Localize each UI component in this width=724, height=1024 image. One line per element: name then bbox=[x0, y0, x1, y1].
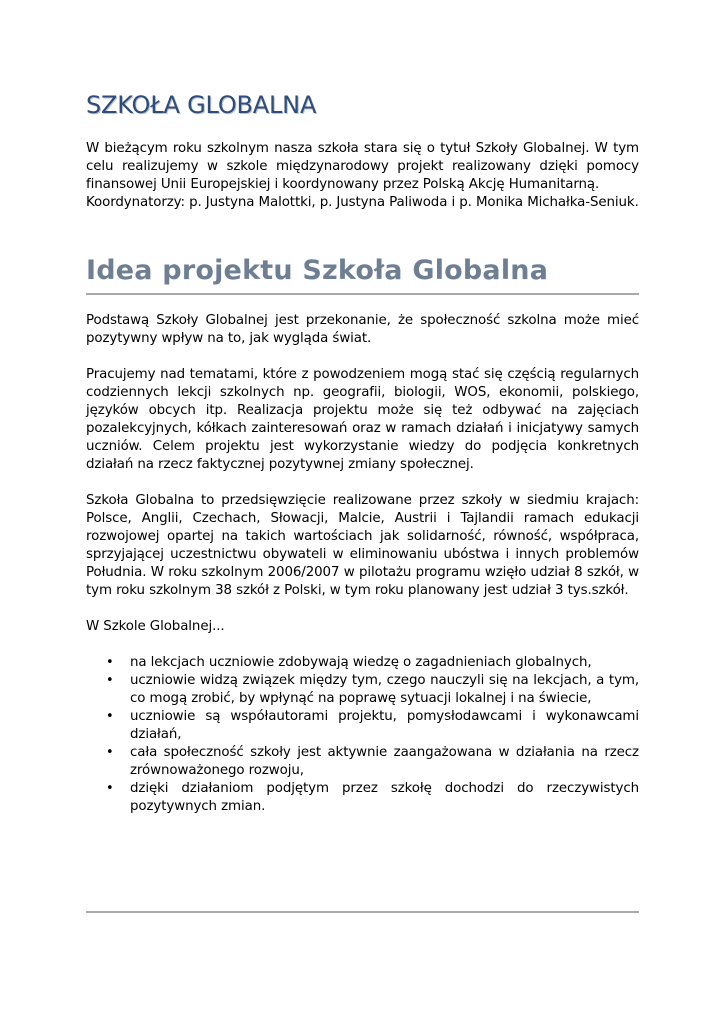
list-item-text: uczniowie widzą związek między tym, czego nauczyli się na lekcjach, a tym, co mogą zrobić, by wpłynąć na poprawę sytuacji lokalnej i na świecie, bbox=[130, 673, 639, 706]
list-lead: W Szkole Globalnej... bbox=[86, 619, 225, 634]
intro-block bbox=[86, 140, 639, 212]
section-body bbox=[86, 312, 639, 816]
list-item bbox=[86, 672, 639, 708]
list-item bbox=[86, 780, 639, 816]
bullet-icon: • bbox=[106, 673, 114, 688]
list-item-text: cała społeczność szkoły jest aktywnie zaangażowana w działania na rzecz zrównoważonego rozwoju, bbox=[130, 745, 639, 778]
bullet-icon: • bbox=[106, 709, 114, 724]
paragraph-2: Pracujemy nad tematami, które z powodzeniem mogą stać się częścią regularnych codziennych lekcji szkolnych np. geografii, biologii, WOS, ekonomii, polskiego, języków obcych itp. Realizacja projektu może się też odbywać na zajęciach pozalekcyjnych, kółkach zainteresowań oraz w ramach działań i inicjatywy samych uczniów. Celem projektu jest wykorzystanie wiedzy do podjęcia konkretnych działań na rzecz faktycznej pozytywnej zmiany społecznej. bbox=[86, 367, 639, 472]
list-item-text: na lekcjach uczniowie zdobywają wiedzę o zagadnieniach globalnych, bbox=[130, 655, 592, 670]
bullet-icon: • bbox=[106, 655, 114, 670]
list-item bbox=[86, 654, 639, 672]
paragraph-1: Podstawą Szkoły Globalnej jest przekonanie, że społeczność szkolna może mieć pozytywny wpływ na to, jak wygląda świat. bbox=[86, 313, 639, 346]
paragraph-3: Szkoła Globalna to przedsięwzięcie realizowane przez szkoły w siedmiu krajach: Polsce, Anglii, Czechach, Słowacji, Malcie, Austrii i Tajlandii ramach edukacji rozwojowej opartej na takich wartościach jak solidarność, równość, współpraca, sprzyjającej uczestnictwu obywateli w eliminowaniu ubóstwa i innych problemów Południa. W roku szkolnym 2006/2007 w pilotażu programu wzięło udział 8 szkół, w tym roku szkolnym 38 szkół z Polski, w tym roku planowany jest udział 3 tys.szkół. bbox=[86, 493, 639, 598]
bullet-icon: • bbox=[106, 781, 114, 796]
list-item-text: dzięki działaniom podjętym przez szkołę dochodzi do rzeczywistych pozytywnych zmian. bbox=[130, 781, 639, 814]
list-item-text: uczniowie są współautorami projektu, pomysłodawcami i wykonawcami działań, bbox=[130, 709, 639, 742]
coordinators-line: Koordynatorzy: p. Justyna Malottki, p. Justyna Paliwoda i p. Monika Michałka-Seniuk. bbox=[86, 195, 639, 210]
page-title: SZKOŁA GLOBALNA bbox=[86, 91, 317, 119]
footer-divider bbox=[86, 911, 639, 913]
list-item bbox=[86, 744, 639, 780]
bullet-icon: • bbox=[106, 745, 114, 760]
intro-paragraph: W bieżącym roku szkolnym nasza szkoła stara się o tytuł Szkoły Globalnej. W tym celu realizujemy w szkole międzynarodowy projekt realizowany dzięki pomocy finansowej Unii Europejskiej i koordynowany przez Polską Akcję Humanitarną. bbox=[86, 141, 639, 192]
bullet-list bbox=[86, 654, 639, 816]
heading-divider bbox=[86, 293, 639, 295]
section-heading: Idea projektu Szkoła Globalna bbox=[86, 255, 549, 286]
list-item bbox=[86, 708, 639, 744]
